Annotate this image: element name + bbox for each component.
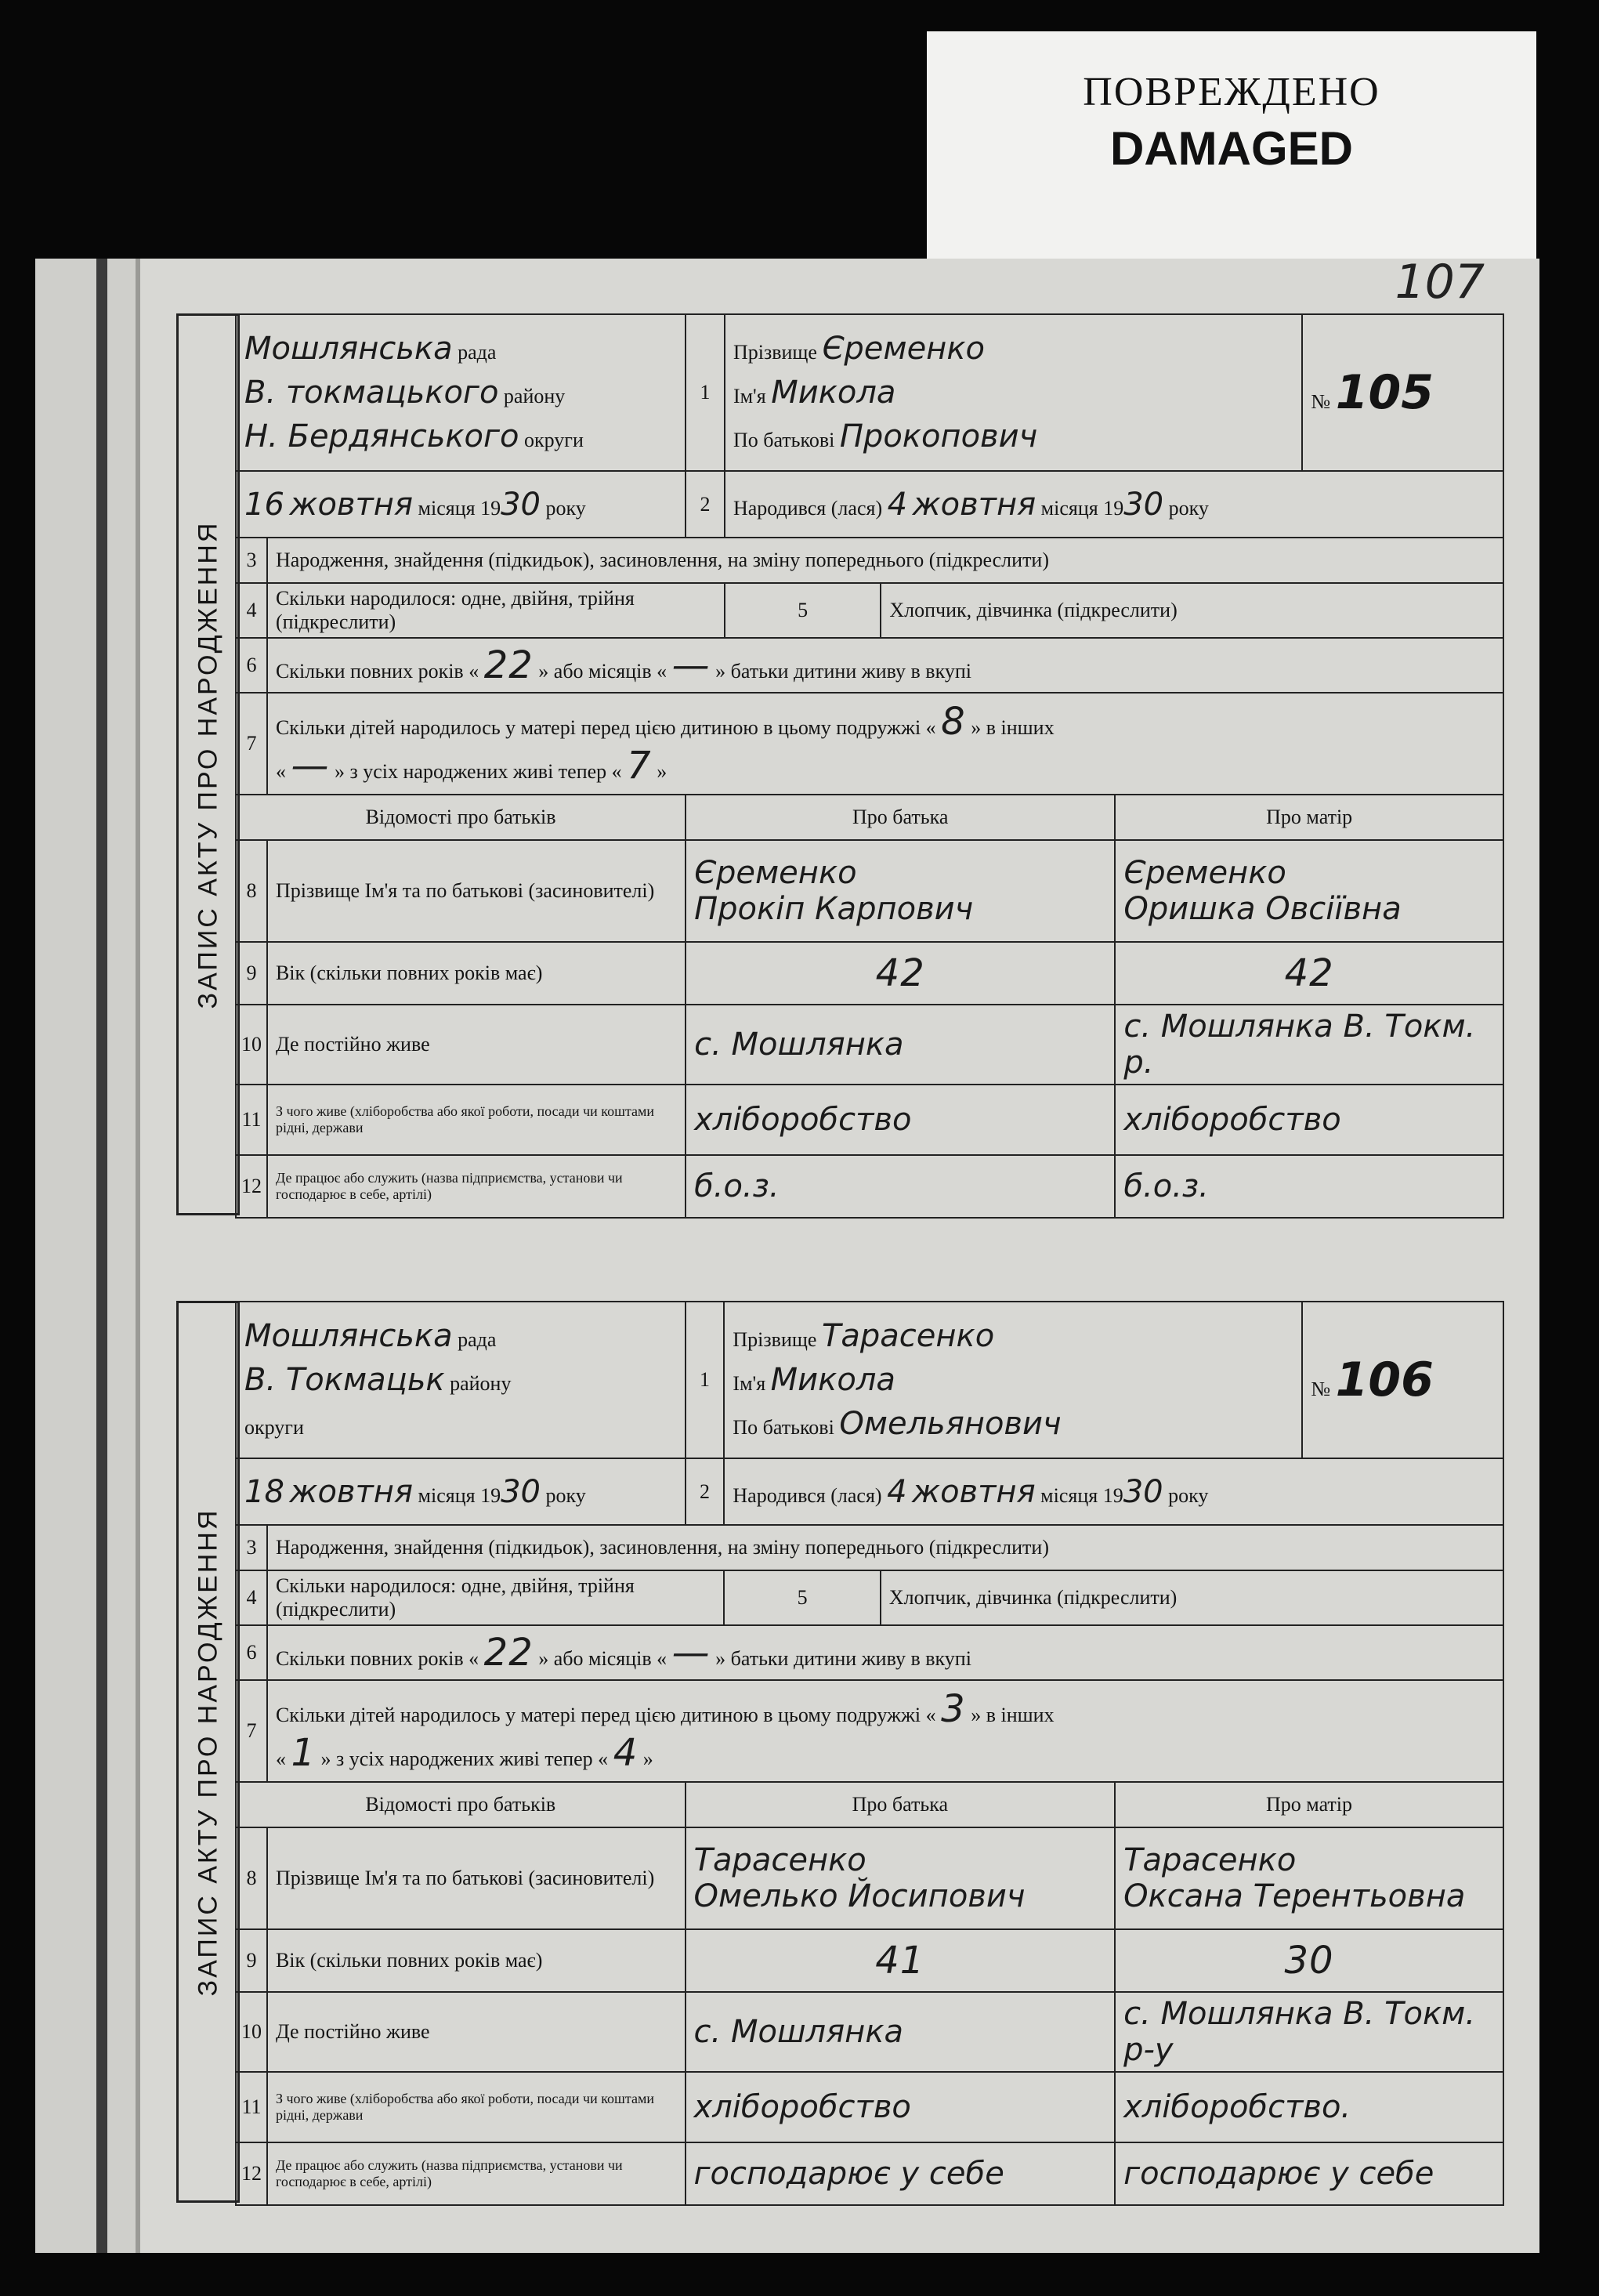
form-label: » bbox=[657, 760, 667, 783]
children-before: 8 bbox=[941, 700, 966, 744]
child-surname: Тарасенко bbox=[821, 1318, 995, 1354]
father-name: Прокіп Карпович bbox=[694, 891, 974, 927]
form-label: місяця bbox=[1040, 496, 1098, 520]
okrug-value: Н. Бердянського bbox=[244, 418, 519, 454]
form-label: Скільки повних років « bbox=[275, 1647, 479, 1670]
form-label: 19 bbox=[1103, 496, 1124, 520]
children-other: — bbox=[291, 744, 330, 788]
mother-name-cell bbox=[1115, 840, 1503, 942]
form-label: місяця bbox=[1040, 1483, 1098, 1507]
row-number: 1 bbox=[686, 314, 725, 471]
document-page bbox=[35, 255, 1539, 2253]
form-label: Скільки повних років « bbox=[275, 660, 479, 683]
row-number: 3 bbox=[236, 538, 267, 583]
child-patronymic: Прокопович bbox=[839, 418, 1038, 454]
row-number: 4 bbox=[236, 1570, 267, 1625]
form-label: місяця bbox=[418, 1483, 476, 1507]
record-number-cell bbox=[1302, 314, 1503, 471]
birth-date-cell bbox=[724, 1458, 1503, 1525]
form-label: По батькові bbox=[733, 1416, 834, 1439]
row-number: 10 bbox=[236, 1005, 267, 1085]
form-label: ЗАПИС АКТУ ПРО НАРОДЖЕННЯ bbox=[193, 520, 222, 1009]
child-surname: Єременко bbox=[822, 331, 985, 367]
birth-record bbox=[176, 1301, 1532, 2218]
form-label: 19 bbox=[480, 496, 501, 520]
sex-label: Хлопчик, дівчинка (підкреслити) bbox=[881, 1570, 1503, 1625]
form-label: ЗАПИС АКТУ ПРО НАРОДЖЕННЯ bbox=[193, 1508, 222, 1996]
parents-info-header: Відомості про батьків bbox=[236, 1782, 686, 1827]
child-patronymic: Омельянович bbox=[839, 1406, 1062, 1442]
row-number: 5 bbox=[724, 1570, 880, 1625]
residence-label: Де постійно живе bbox=[267, 1992, 686, 2072]
father-occupation: хліборобство bbox=[694, 1102, 912, 1138]
parent-age-label: Вік (скільки повних років має) bbox=[267, 1929, 686, 1992]
form-label: округи bbox=[524, 429, 584, 451]
marriage-duration-cell bbox=[267, 638, 1503, 693]
years-together: 22 bbox=[483, 643, 534, 687]
reg-month: жовтня bbox=[289, 1473, 414, 1510]
father-header: Про батька bbox=[686, 795, 1115, 840]
form-label: 19 bbox=[1102, 1483, 1123, 1507]
row-number: 9 bbox=[236, 1929, 267, 1992]
form-label: року bbox=[1168, 1483, 1209, 1507]
row-number: 5 bbox=[725, 583, 881, 638]
record-number-cell bbox=[1302, 1302, 1503, 1458]
child-name: Микола bbox=[771, 375, 896, 411]
birth-year: 30 bbox=[1123, 486, 1164, 523]
reg-day: 16 bbox=[244, 486, 284, 523]
form-label: » батьки дитини живу в вкупі bbox=[715, 660, 971, 683]
row-number: 11 bbox=[236, 1085, 267, 1155]
record-form-table bbox=[235, 313, 1504, 1219]
reg-year: 30 bbox=[501, 486, 541, 523]
registration-date-cell bbox=[236, 471, 686, 538]
mother-name: Оксана Терентьовна bbox=[1123, 1878, 1466, 1914]
mother-header: Про матір bbox=[1115, 795, 1503, 840]
row-number: 6 bbox=[236, 1625, 267, 1680]
form-label: » в інших bbox=[971, 1704, 1055, 1726]
form-label: місяця bbox=[418, 496, 476, 520]
birth-day: 4 bbox=[887, 1473, 907, 1510]
form-label: району bbox=[450, 1372, 512, 1395]
record-form-table bbox=[235, 1301, 1504, 2206]
form-label: » з усіх народжених живі тепер « bbox=[320, 1747, 609, 1770]
mother-workplace: господарює у себе bbox=[1123, 2156, 1434, 2192]
record-side-title bbox=[176, 313, 240, 1215]
father-occupation: хліборобство bbox=[693, 2089, 911, 2125]
mother-occupation: хліборобство. bbox=[1123, 2089, 1351, 2125]
form-label: року bbox=[545, 1483, 586, 1507]
row-number: 2 bbox=[686, 471, 725, 538]
parent-name-label: Прізвище Ім'я та по батькові (засиновителі) bbox=[267, 1827, 686, 1929]
form-label: округи bbox=[244, 1416, 304, 1439]
form-label: району bbox=[503, 385, 566, 407]
parent-name-label: Прізвище Ім'я та по батькові (засиновителі) bbox=[267, 840, 686, 942]
mother-surname: Тарасенко bbox=[1123, 1842, 1297, 1878]
children-other: 1 bbox=[291, 1731, 316, 1775]
registration-date-cell bbox=[236, 1458, 686, 1525]
mother-name: Оришка Овсіївна bbox=[1123, 891, 1402, 927]
row-number: 11 bbox=[236, 2072, 267, 2142]
children-count-cell: Скільки дітей народилось у матері перед цією дитиною в цьому подружжі « 3 » в інших « 1 » з усіх народжених живі тепер « 4 » bbox=[267, 1680, 1503, 1782]
father-workplace: господарює у себе bbox=[693, 2156, 1004, 2192]
form-label: Народився (лася) bbox=[733, 496, 883, 520]
children-alive: 4 bbox=[613, 1731, 639, 1775]
binding-edge bbox=[96, 259, 107, 2253]
birth-record bbox=[176, 313, 1532, 1230]
damaged-stamp-ru: ПОВРЕЖДЕНО bbox=[1083, 70, 1380, 114]
father-name-cell bbox=[686, 1827, 1116, 1929]
form-label: » в інших bbox=[971, 716, 1055, 739]
father-age: 41 bbox=[875, 1939, 925, 1983]
reg-year: 30 bbox=[501, 1473, 541, 1510]
father-residence: с. Мошлянка bbox=[694, 1027, 904, 1063]
mother-header: Про матір bbox=[1115, 1782, 1503, 1827]
form-label: По батькові bbox=[733, 429, 835, 451]
damaged-stamp bbox=[927, 31, 1536, 259]
father-header: Про батька bbox=[686, 1782, 1116, 1827]
row-number: 8 bbox=[236, 840, 267, 942]
row-number: 6 bbox=[236, 638, 267, 693]
months-together: — bbox=[671, 643, 711, 687]
birth-year: 30 bbox=[1123, 1473, 1163, 1510]
months-together: — bbox=[671, 1631, 711, 1675]
child-name-cell bbox=[725, 314, 1302, 471]
mother-age: 30 bbox=[1284, 1939, 1334, 1983]
workplace-label: Де працює або служить (назва підприємства, установи чи господарює в себе, артілі) bbox=[267, 1155, 686, 1218]
children-count-cell: Скільки дітей народилось у матері перед цією дитиною в цьому подружжі « 8 » в інших « — » з усіх народжених живі тепер « 7 » bbox=[267, 693, 1503, 795]
occupation-label: З чого живе (хліборобства або якої роботи, посади чи коштами рідні, держави bbox=[267, 2072, 686, 2142]
child-name: Микола bbox=[770, 1362, 895, 1398]
form-label: Ім'я bbox=[733, 385, 766, 407]
sex-label: Хлопчик, дівчинка (підкреслити) bbox=[881, 583, 1503, 638]
row-number: 7 bbox=[236, 1680, 267, 1782]
father-residence: с. Мошлянка bbox=[693, 2014, 903, 2050]
damaged-stamp-en: DAMAGED bbox=[1110, 122, 1353, 175]
birth-day: 4 bbox=[887, 486, 908, 523]
children-before: 3 bbox=[941, 1687, 966, 1731]
row-number: 12 bbox=[236, 1155, 267, 1218]
residence-label: Де постійно живе bbox=[267, 1005, 686, 1085]
form-label: року bbox=[1168, 496, 1209, 520]
registry-place-cell bbox=[236, 1302, 686, 1458]
form-label: № bbox=[1311, 1378, 1331, 1400]
mother-name-cell bbox=[1115, 1827, 1503, 1929]
parent-age-label: Вік (скільки повних років має) bbox=[267, 942, 686, 1005]
raion-value: В. Токмацьк bbox=[244, 1362, 445, 1398]
rada-value: Мошлянська bbox=[244, 331, 453, 367]
form-label: » або місяців « bbox=[538, 660, 667, 683]
marriage-duration-cell bbox=[267, 1625, 1503, 1680]
form-label: рада bbox=[458, 1328, 497, 1351]
record-number: 105 bbox=[1335, 365, 1434, 420]
birth-date-cell bbox=[725, 471, 1503, 538]
binding-spine bbox=[35, 259, 140, 2253]
father-workplace: б.о.з. bbox=[694, 1168, 780, 1204]
parents-info-header: Відомості про батьків bbox=[236, 795, 686, 840]
father-name: Омелько Йосипович bbox=[693, 1878, 1026, 1914]
mother-surname: Єременко bbox=[1123, 855, 1286, 891]
form-label: » bbox=[642, 1747, 653, 1770]
form-label: Скільки дітей народилось у матері перед цією дитиною в цьому подружжі « bbox=[275, 716, 936, 739]
mother-residence: с. Мошлянка В. Токм. р. bbox=[1123, 1009, 1476, 1081]
father-name-cell bbox=[686, 840, 1115, 942]
form-label: Скільки дітей народилось у матері перед цією дитиною в цьому подружжі « bbox=[275, 1704, 936, 1726]
row-number: 8 bbox=[236, 1827, 267, 1929]
father-surname: Тарасенко bbox=[693, 1842, 866, 1878]
row-number: 7 bbox=[236, 693, 267, 795]
row-number: 4 bbox=[236, 583, 267, 638]
child-name-cell bbox=[724, 1302, 1302, 1458]
years-together: 22 bbox=[483, 1631, 534, 1675]
row-number: 1 bbox=[686, 1302, 725, 1458]
rada-value: Мошлянська bbox=[244, 1318, 453, 1354]
form-label: рада bbox=[458, 341, 497, 364]
mother-workplace: б.о.з. bbox=[1123, 1168, 1209, 1204]
form-label: року bbox=[545, 496, 586, 520]
reg-month: жовтня bbox=[289, 486, 414, 523]
row-number: 9 bbox=[236, 942, 267, 1005]
birth-month: жовтня bbox=[912, 486, 1036, 523]
father-age: 42 bbox=[875, 951, 925, 995]
form-label: Прізвище bbox=[733, 1328, 817, 1351]
birth-type-label: Народження, знайдення (підкидьок), засиновлення, на зміну попереднього (підкреслити) bbox=[267, 538, 1503, 583]
page-number: 107 bbox=[1395, 255, 1485, 310]
raion-value: В. токмацького bbox=[244, 375, 499, 411]
workplace-label: Де працює або служить (назва підприємства, установи чи господарює в себе, артілі) bbox=[267, 2142, 686, 2205]
multiplicity-label: Скільки народилося: одне, двійня, трійня (підкреслити) bbox=[267, 1570, 724, 1625]
form-label: » або місяців « bbox=[538, 1647, 667, 1670]
children-alive: 7 bbox=[627, 744, 652, 788]
form-label: № bbox=[1311, 390, 1331, 413]
row-number: 3 bbox=[236, 1525, 267, 1570]
record-number: 106 bbox=[1335, 1353, 1434, 1407]
form-label: » батьки дитини живу в вкупі bbox=[715, 1647, 971, 1670]
row-number: 2 bbox=[686, 1458, 725, 1525]
form-label: Ім'я bbox=[733, 1372, 766, 1395]
form-label: » з усіх народжених живі тепер « bbox=[334, 760, 622, 783]
mother-age: 42 bbox=[1284, 951, 1334, 995]
row-number: 12 bbox=[236, 2142, 267, 2205]
form-label: Народився (лася) bbox=[733, 1483, 882, 1507]
mother-residence: с. Мошлянка В. Токм. р-у bbox=[1123, 1996, 1476, 2068]
birth-month: жовтня bbox=[912, 1473, 1036, 1510]
birth-type-label: Народження, знайдення (підкидьок), засиновлення, на зміну попереднього (підкреслити) bbox=[267, 1525, 1503, 1570]
father-surname: Єременко bbox=[694, 855, 857, 891]
mother-occupation: хліборобство bbox=[1123, 1102, 1341, 1138]
multiplicity-label: Скільки народилося: одне, двійня, трійня (підкреслити) bbox=[267, 583, 725, 638]
occupation-label: З чого живе (хліборобства або якої роботи, посади чи коштами рідні, держави bbox=[267, 1085, 686, 1155]
form-label: Прізвище bbox=[733, 341, 817, 364]
row-number: 10 bbox=[236, 1992, 267, 2072]
form-label: 19 bbox=[480, 1483, 501, 1507]
reg-day: 18 bbox=[244, 1473, 284, 1510]
record-side-title bbox=[176, 1301, 240, 2203]
registry-place-cell bbox=[236, 314, 686, 471]
